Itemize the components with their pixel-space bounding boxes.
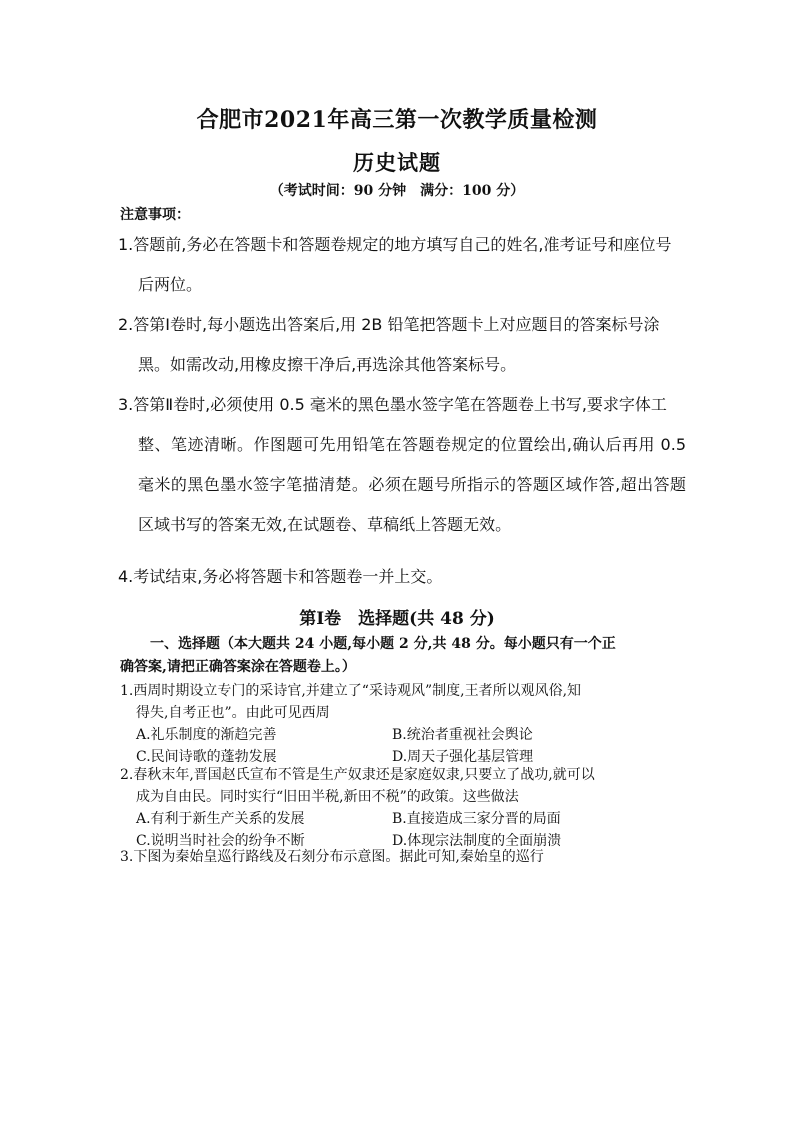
notice-heading: 注意事项： xyxy=(120,207,190,223)
question-2 xyxy=(120,764,680,852)
question-1-stem: 1.西周时期设立专门的采诗官,并建立了“采诗观风”制度,王者所以观风俗,知 xyxy=(120,683,582,699)
notice-item-3-line: 3.答第Ⅱ卷时,必须使用 0.5 毫米的黑色墨水签字笔在答题卷上书写,要求字体工 xyxy=(118,395,667,414)
question-1-stem-cont: 得失,自考正也”。由此可见西周 xyxy=(136,705,330,721)
notice-item-3-cont: 整、笔迹清晰。作图题可先用铅笔在答题卷规定的位置绘出,确认后再用 0.5 毫米的黑色墨水签字笔描清楚。必须在题号所指示的答题区域作答,超出答题区域书写的答案无效,在试题卷、草稿纸上答题无效。 xyxy=(138,435,686,534)
notice-item-1-line: 1.答题前,务必在答题卡和答题卷规定的地方填写自己的姓名,准考证号和座位号 xyxy=(118,235,672,254)
option-d[interactable]: D.体现宗法制度的全面崩溃 xyxy=(392,833,562,849)
section-intro-line-2: 确答案,请把正确答案涂在答题卷上。） xyxy=(120,659,356,675)
section-intro xyxy=(120,633,676,679)
section-heading: 第Ⅰ卷 选择题(共 48 分) xyxy=(299,609,495,629)
section-intro-line-1: 一、选择题（本大题共 24 小题,每小题 2 分,共 48 分。每小题只有一个正 xyxy=(150,636,616,652)
question-2-stem: 2.春秋末年,晋国赵氏宣布不管是生产奴隶还是家庭奴隶,只要立了战功,就可以 xyxy=(120,767,595,783)
question-2-stem-cont: 成为自由民。同时实行“旧田半税,新田不税”的政策。这些做法 xyxy=(136,789,519,805)
option-b[interactable]: B.统治者重视社会舆论 xyxy=(392,727,533,743)
option-d[interactable]: D.周天子强化基层管理 xyxy=(392,749,534,765)
option-c[interactable]: C.说明当时社会的纷争不断 xyxy=(136,833,305,849)
notice-item-1 xyxy=(118,225,686,305)
question-3-stem: 3.下图为秦始皇巡行路线及石刻分布示意图。据此可知,秦始皇的巡行 xyxy=(120,849,544,865)
notice-item-2-cont: 黑。如需改动,用橡皮擦干净后,再选涂其他答案标号。 xyxy=(138,355,517,374)
notice-item-2-line: 2.答第Ⅰ卷时,每小题选出答案后,用 2B 铅笔把答题卡上对应题目的答案标号涂 xyxy=(118,315,660,334)
option-b[interactable]: B.直接造成三家分晋的局面 xyxy=(392,811,561,827)
notice-item-1-cont: 后两位。 xyxy=(138,275,203,294)
notice-item-4 xyxy=(118,557,686,597)
notice-item-3 xyxy=(118,385,686,545)
question-1 xyxy=(120,680,680,768)
option-a[interactable]: A.有利于新生产关系的发展 xyxy=(136,811,305,827)
option-a[interactable]: A.礼乐制度的渐趋完善 xyxy=(136,727,277,743)
exam-title: 合肥市2021年高三第一次教学质量检测 xyxy=(196,107,598,133)
notice-item-2 xyxy=(118,305,686,385)
time-info: （考试时间：90 分钟 满分：100 分） xyxy=(269,183,525,199)
subject-title: 历史试题 xyxy=(353,150,441,175)
question-1-options xyxy=(120,724,680,768)
question-3 xyxy=(120,846,680,868)
notice-item-4-line: 4.考试结束,务必将答题卡和答题卷一并上交。 xyxy=(118,567,443,586)
option-c[interactable]: C.民间诗歌的蓬勃发展 xyxy=(136,749,277,765)
